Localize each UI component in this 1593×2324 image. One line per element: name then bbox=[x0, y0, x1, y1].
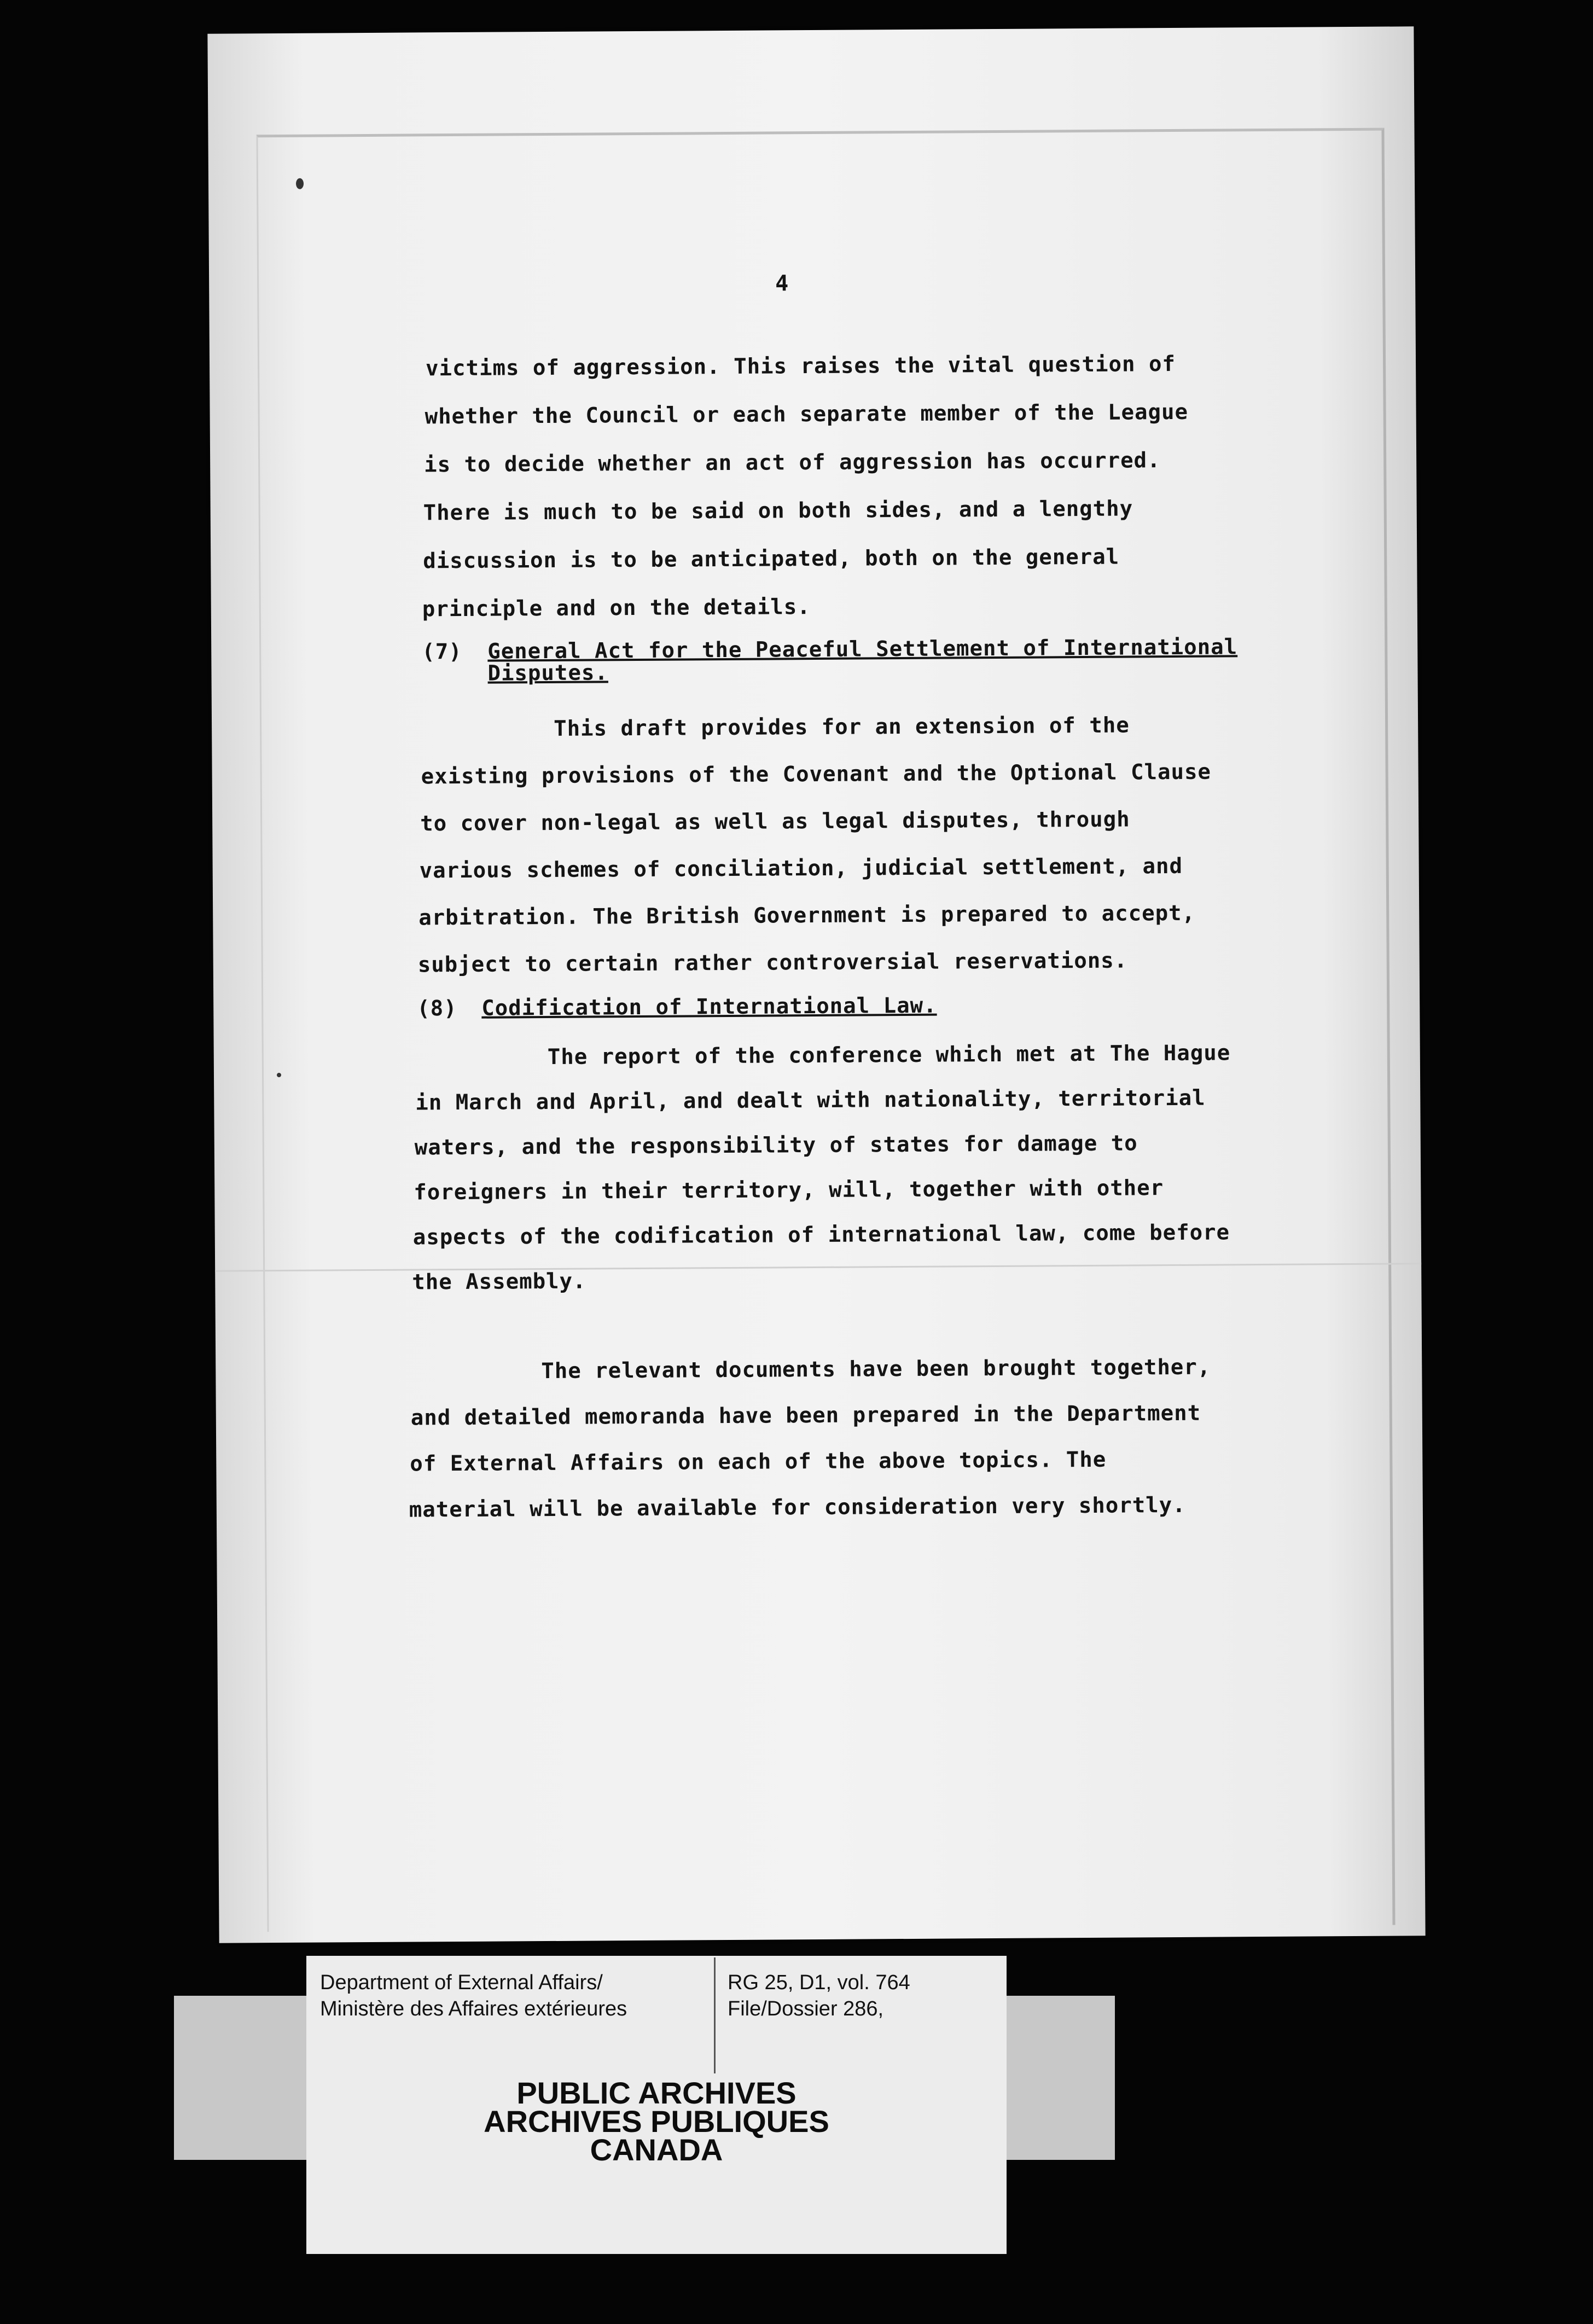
text-line: aspects of the codification of international law, come before bbox=[412, 1220, 1230, 1250]
text-line: and detailed memoranda have been prepared in the Department bbox=[410, 1401, 1201, 1431]
text-line: the Assembly. bbox=[412, 1269, 586, 1295]
text-line: waters, and the responsibility of states for damage to bbox=[414, 1131, 1138, 1160]
department-name-en: Department of External Affairs/ bbox=[320, 1971, 603, 1994]
text-line: arbitration. The British Government is prepared to accept, bbox=[418, 900, 1196, 931]
section-number: (8) bbox=[417, 996, 457, 1021]
ink-spot bbox=[296, 178, 304, 189]
archives-stamp bbox=[449, 2076, 864, 2167]
text-line: is to decide whether an act of aggression has occurred. bbox=[424, 448, 1161, 478]
section-heading: General Act for the Peaceful Settlement of International bbox=[487, 635, 1238, 664]
text-line: in March and April, and dealt with nationality, territorial bbox=[415, 1085, 1206, 1115]
text-line: subject to certain rather controversial reservations. bbox=[417, 948, 1128, 978]
label-divider bbox=[714, 1957, 716, 2073]
stamp-line: PUBLIC ARCHIVES bbox=[516, 2076, 797, 2110]
text-line: discussion is to be anticipated, both on the general bbox=[423, 544, 1120, 574]
text-line: The relevant documents have been brought together, bbox=[541, 1355, 1211, 1384]
text-line: existing provisions of the Covenant and the Optional Clause bbox=[421, 759, 1212, 789]
stamp-line: ARCHIVES PUBLIQUES bbox=[484, 2104, 829, 2139]
section-number: (7) bbox=[422, 639, 462, 665]
text-line: foreigners in their territory, will, together with other bbox=[414, 1176, 1164, 1205]
text-line: material will be available for consideration very shortly. bbox=[409, 1492, 1186, 1523]
text-line: victims of aggression. This raises the vital question of bbox=[425, 351, 1176, 381]
text-line: of External Affairs on each of the above topics. The bbox=[410, 1447, 1107, 1477]
stamp-line: CANADA bbox=[590, 2133, 723, 2167]
paper-fold bbox=[215, 1263, 1421, 1271]
text-line: This draft provides for an extension of the bbox=[553, 713, 1130, 741]
text-line: principle and on the details. bbox=[422, 595, 811, 622]
ink-spot bbox=[277, 1073, 281, 1077]
text-line: various schemes of conciliation, judicial settlement, and bbox=[419, 853, 1183, 884]
section-heading: Disputes. bbox=[487, 660, 608, 686]
text-line: whether the Council or each separate member of the League bbox=[425, 399, 1189, 429]
department-name-fr: Ministère des Affaires extérieures bbox=[320, 1997, 627, 2020]
text-line: The report of the conference which met at The Hague bbox=[547, 1041, 1231, 1070]
file-reference: File/Dossier 286, bbox=[728, 1997, 884, 2020]
text-line: There is much to be said on both sides, and a lengthy bbox=[423, 496, 1133, 526]
record-group-reference: RG 25, D1, vol. 764 bbox=[728, 1971, 910, 1994]
text-line: to cover non-legal as well as legal disputes, through bbox=[420, 807, 1130, 836]
section-heading: Codification of International Law. bbox=[481, 993, 937, 1021]
typed-page bbox=[207, 26, 1425, 1943]
page-number: 4 bbox=[775, 271, 789, 297]
